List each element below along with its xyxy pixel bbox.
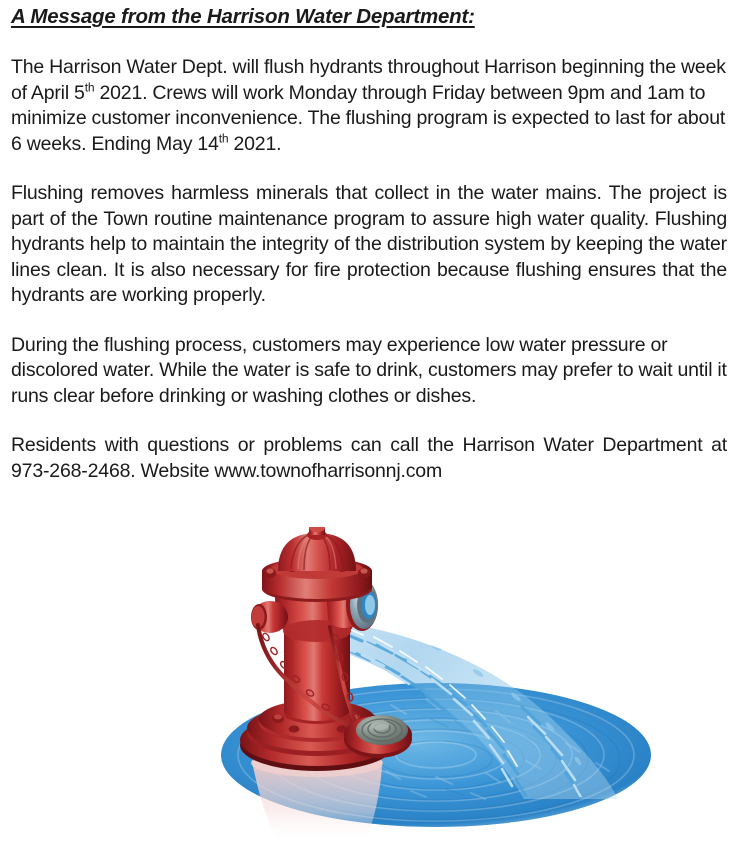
schedule-sup-2: th (218, 131, 229, 145)
paragraph-impact: During the flushing process, customers may experience low water pressure or discolored water. While the water is safe to drink, customers may prefer to wait until it runs clear before drinking or washing clothes or dishes. (11, 333, 727, 407)
fire-hydrant-illustration (186, 527, 686, 847)
schedule-text-2: 2021. Crews will work Monday through Friday between 9pm and 1am to minimize customer inconvenience. The flushing program is expected to last for about 6 weeks. Ending May 14 (11, 81, 726, 155)
paragraph-contact: Residents with questions or problems can call the Harrison Water Department at 973-268-2468. Website www.townofharrisonnj.com (11, 434, 727, 482)
paragraph-schedule (11, 55, 727, 157)
document-body (11, 4, 727, 484)
paragraph-purpose: Flushing removes harmless minerals that collect in the water mains. The project is part of the Town routine maintenance program to assure high water quality. Flushing hydrants help to maintain the integrity of the distribution system by keeping the water lines clean. It is also necessary for fire protection because flushing ensures that the hydrants are working properly. (11, 182, 727, 306)
schedule-text-3: 2021. (228, 132, 282, 155)
schedule-sup-1: th (84, 80, 95, 94)
page-title: A Message from the Harrison Water Department: (11, 5, 475, 28)
schedule-text-1: The Harrison Water Dept. will flush hydrants throughout Harrison beginning the week of April 5 (11, 56, 726, 104)
hydrant-svg (186, 527, 686, 847)
hydrant-dome (278, 527, 356, 571)
hydrant-nozzle-cap (344, 715, 412, 758)
